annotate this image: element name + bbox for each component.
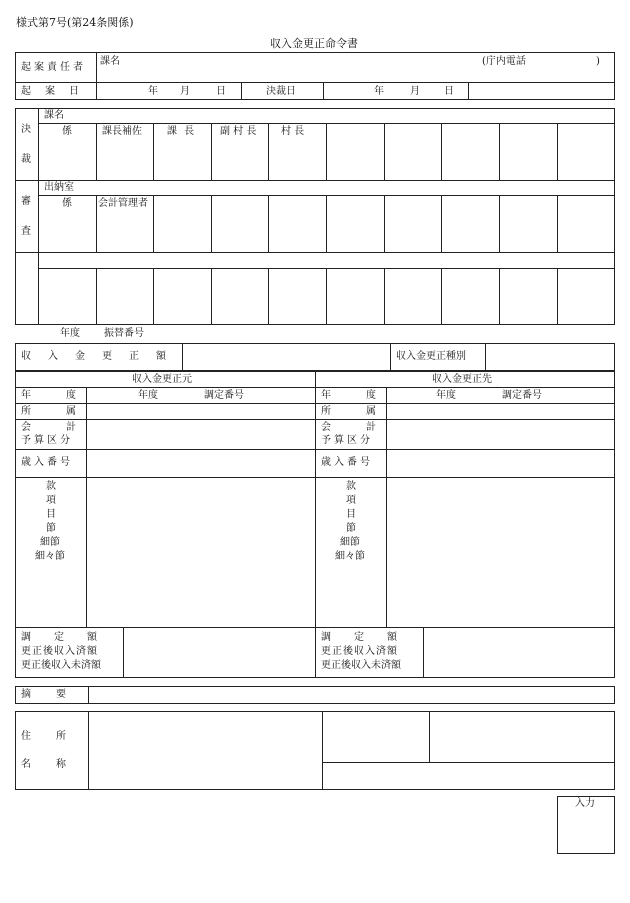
draft-month: 月 — [180, 86, 190, 97]
destination-amount-unreceived: 更正後収入未済額 — [321, 660, 401, 671]
correction-amount-label: 収入金更正額 — [21, 351, 183, 362]
destination-year-col: 年度 — [436, 390, 456, 401]
original-revenue-number-label: 歳入番号 — [21, 457, 73, 468]
original-item-kan: 款 — [46, 481, 56, 492]
audit-col-clerk: 係 — [62, 198, 72, 209]
original-amount-unreceived: 更正後収入未済額 — [21, 660, 101, 671]
original-year-label: 年度 — [21, 390, 111, 401]
form-number: 様式第7号(第24条関係) — [16, 16, 134, 29]
input-label: 入力 — [575, 798, 595, 809]
destination-item-kou: 項 — [346, 495, 356, 506]
address-label: 住所 — [21, 731, 91, 742]
original-amount-received: 更正後収入済額 — [21, 646, 98, 657]
destination-budget-label: 予算区分 — [321, 435, 373, 446]
approval-side-1: 決 — [21, 124, 31, 135]
section-name-field[interactable] — [100, 54, 612, 80]
phone-close: ) — [596, 56, 600, 67]
original-item-saisetsu: 細節 — [40, 537, 60, 548]
destination-heading: 収入金更正先 — [432, 374, 492, 385]
destination-amount-assessed: 調定額 — [321, 632, 420, 643]
destination-amount-received: 更正後収入済額 — [321, 646, 398, 657]
correction-type-label: 収入金更正種別 — [396, 351, 466, 362]
destination-item-setsu: 節 — [346, 523, 356, 534]
address-box — [15, 711, 615, 790]
approval-month: 月 — [410, 86, 420, 97]
audit-section-label: 出納室 — [44, 182, 74, 193]
approval-col-clerk: 係 — [62, 126, 72, 137]
destination-item-saisetsu: 細節 — [340, 537, 360, 548]
page-title: 収入金更正命令書 — [270, 37, 358, 50]
destination-revenue-number-label: 歳入番号 — [321, 457, 373, 468]
destination-year-label: 年度 — [321, 390, 411, 401]
original-year-col: 年度 — [138, 390, 158, 401]
summary-label: 摘要 — [21, 689, 91, 700]
approval-day: 日 — [444, 86, 454, 97]
approval-date-label: 決裁日 — [266, 86, 296, 97]
original-assess-col: 調定番号 — [204, 390, 244, 401]
destination-assess-col: 調定番号 — [502, 390, 542, 401]
audit-side-1: 審 — [21, 196, 31, 207]
approval-box — [15, 108, 615, 325]
transfer-number-label: 振替番号 — [104, 328, 144, 339]
original-amount-assessed: 調定額 — [21, 632, 120, 643]
audit-col-accountant: 会計管理者 — [98, 198, 148, 209]
transfer-year-label: 年度 — [60, 328, 80, 339]
approval-section-label: 課名 — [44, 110, 64, 121]
original-item-saisaisetsu: 細々節 — [35, 551, 65, 562]
phone-label: (庁内電話 — [482, 56, 526, 67]
destination-item-moku: 目 — [346, 509, 356, 520]
approval-col-chief: 課 長 — [167, 126, 195, 137]
approval-col-deputy-mayor: 副 村 長 — [220, 126, 257, 137]
summary-field[interactable] — [90, 688, 612, 702]
approval-side-2: 裁 — [21, 154, 31, 165]
section-name-label: 課名 — [100, 56, 120, 67]
destination-account-label: 会計 — [321, 422, 411, 433]
original-item-kou: 項 — [46, 495, 56, 506]
approval-col-deputy-chief: 課長補佐 — [102, 126, 142, 137]
destination-item-saisaisetsu: 細々節 — [335, 551, 365, 562]
approval-year: 年 — [374, 86, 384, 97]
draft-day: 日 — [216, 86, 226, 97]
destination-belong-label: 所属 — [321, 406, 411, 417]
original-heading: 収入金更正元 — [132, 374, 192, 385]
original-item-moku: 目 — [46, 509, 56, 520]
original-item-setsu: 節 — [46, 523, 56, 534]
draft-date-label: 起案日 — [21, 86, 93, 97]
draft-year: 年 — [148, 86, 158, 97]
approval-col-mayor: 村 長 — [281, 126, 305, 137]
destination-item-kan: 款 — [346, 481, 356, 492]
original-account-label: 会計 — [21, 422, 111, 433]
responsible-label: 起案責任者 — [21, 62, 86, 73]
original-budget-label: 予算区分 — [21, 435, 73, 446]
name-label: 名称 — [21, 759, 91, 770]
original-belong-label: 所属 — [21, 406, 111, 417]
audit-side-2: 査 — [21, 226, 31, 237]
